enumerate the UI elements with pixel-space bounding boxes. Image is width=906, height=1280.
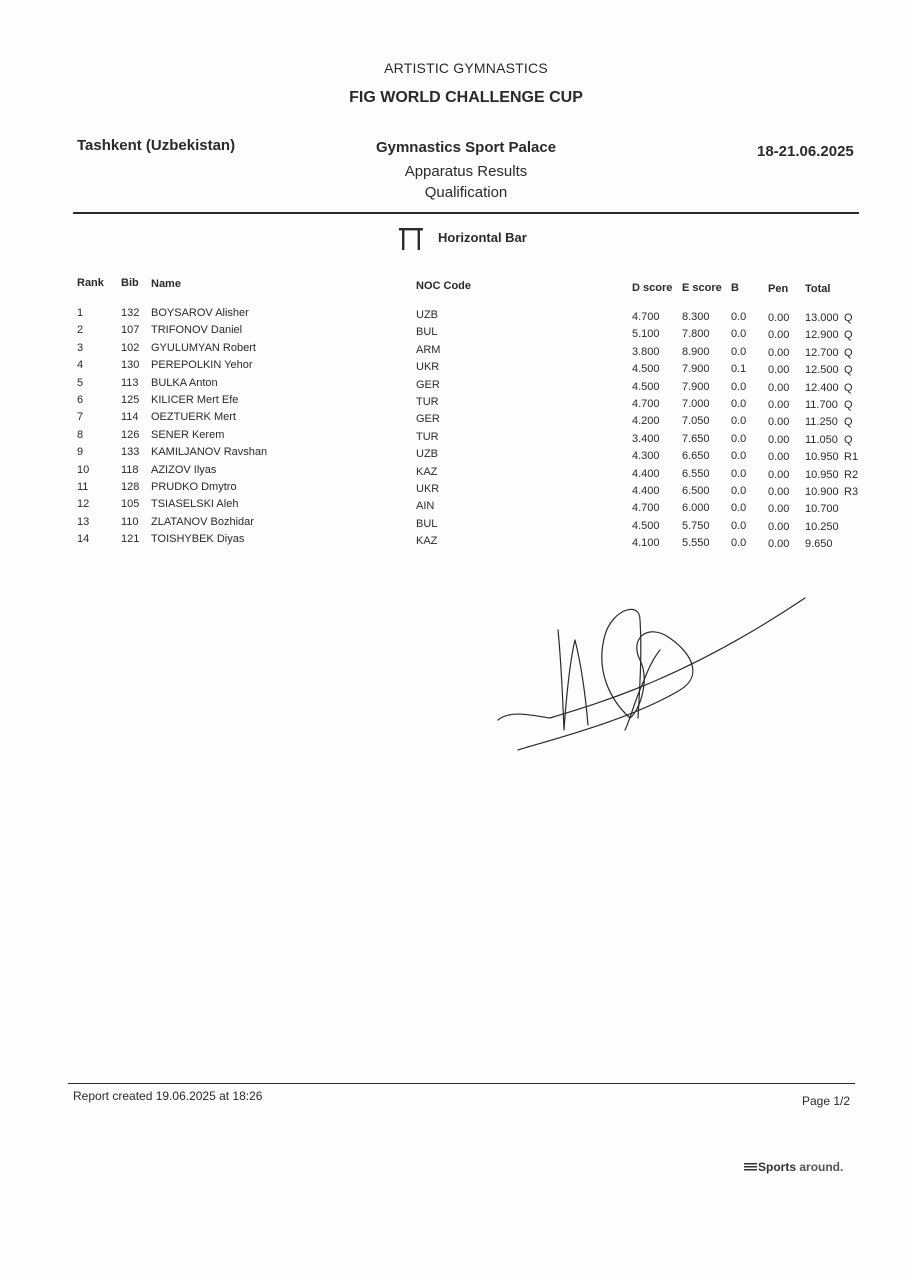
col-d-score: D score	[632, 282, 673, 294]
cell-e-score: 6.550	[682, 467, 710, 480]
cell-name: OEZTUERK Mert	[151, 411, 236, 424]
cell-pen: 0.00	[768, 486, 790, 498]
cell-total: 9.650	[805, 538, 833, 551]
cell-e-score: 7.000	[682, 398, 710, 410]
col-bib: Bib	[121, 277, 139, 289]
cell-name: ZLATANOV Bozhidar	[151, 515, 254, 528]
cell-b: 0.0	[731, 328, 747, 341]
table-row	[0, 359, 906, 376]
cell-b: 0.0	[731, 415, 747, 428]
cell-rank: 6	[77, 394, 84, 406]
page-number: Page 1/2	[802, 1094, 851, 1108]
cell-e-score: 7.050	[682, 415, 710, 428]
cell-noc: AIN	[416, 500, 435, 513]
cell-e-score: 5.550	[682, 537, 710, 550]
phase: Qualification	[424, 184, 508, 201]
table-row	[0, 411, 906, 428]
cell-pen: 0.00	[768, 451, 790, 464]
cell-noc: ARM	[416, 343, 441, 356]
cell-noc: GER	[416, 413, 440, 426]
cell-b: 0.1	[731, 363, 747, 376]
cell-total: 10.950	[805, 468, 839, 481]
cell-e-score: 5.750	[682, 519, 710, 532]
cell-b: 0.0	[731, 398, 747, 410]
cell-name: SENER Kerem	[151, 428, 225, 441]
cell-total: 13.000	[805, 312, 839, 324]
col-noc: NOC Code	[416, 280, 471, 292]
apparatus-name: Horizontal Bar	[438, 230, 527, 245]
table-row	[0, 498, 906, 515]
cell-total: 10.950	[805, 451, 839, 464]
cell-rank: 5	[77, 376, 84, 389]
cell-rank: 7	[77, 411, 84, 424]
cell-name: KILICER Mert Efe	[151, 394, 239, 406]
cell-e-score: 8.900	[682, 345, 710, 358]
cell-bib: 130	[121, 359, 140, 372]
cell-noc: KAZ	[416, 465, 438, 478]
table-row	[0, 307, 906, 324]
sports-around-logo	[744, 1160, 843, 1174]
table-row	[0, 516, 906, 533]
cell-e-score: 6.500	[682, 485, 710, 497]
cell-qualification: Q	[844, 346, 853, 359]
cell-bib: 133	[121, 446, 140, 459]
cell-d-score: 4.700	[632, 502, 660, 515]
cell-name: PEREPOLKIN Yehor	[151, 359, 253, 372]
city: Tashkent (Uzbekistan)	[77, 137, 236, 154]
cell-d-score: 4.700	[632, 311, 660, 323]
cell-qualification: Q	[844, 416, 853, 429]
cell-noc: UZB	[416, 309, 438, 321]
signature	[490, 590, 820, 760]
cell-e-score: 6.650	[682, 450, 710, 463]
cell-pen: 0.00	[768, 433, 790, 446]
cell-name: TSIASELSKI Aleh	[151, 498, 239, 511]
cell-bib: 121	[121, 533, 140, 546]
cell-bib: 125	[121, 394, 140, 406]
cell-noc: UKR	[416, 483, 440, 495]
cell-e-score: 7.900	[682, 363, 710, 376]
cell-b: 0.0	[731, 537, 747, 550]
cell-b: 0.0	[731, 502, 747, 515]
cell-d-score: 4.300	[632, 450, 660, 463]
cell-b: 0.0	[731, 485, 747, 497]
cell-total: 11.250	[805, 416, 838, 429]
report-created: Report created 19.06.2025 at 18:26	[73, 1089, 263, 1103]
footer-divider	[68, 1083, 855, 1084]
cell-bib: 114	[121, 411, 139, 424]
venue: Gymnastics Sport Palace	[375, 139, 557, 156]
cell-bib: 126	[121, 428, 140, 441]
cell-pen: 0.00	[768, 364, 790, 377]
cell-b: 0.0	[731, 467, 747, 480]
cell-noc: UZB	[416, 448, 438, 461]
cell-e-score: 7.650	[682, 432, 710, 445]
cell-d-score: 5.100	[632, 328, 660, 341]
col-total: Total	[805, 283, 831, 295]
cell-bib: 128	[121, 481, 140, 493]
cell-total: 10.700	[805, 503, 839, 516]
cell-qualification: Q	[844, 381, 853, 394]
cell-rank: 14	[77, 533, 90, 546]
cell-rank: 11	[77, 481, 89, 493]
cell-noc: TUR	[416, 430, 439, 443]
cell-qualification: R1	[844, 451, 859, 464]
table-row	[0, 342, 906, 359]
col-b: B	[731, 282, 739, 294]
cell-pen: 0.00	[768, 312, 790, 324]
cell-noc: UKR	[416, 361, 440, 374]
cell-name: PRUDKO Dmytro	[151, 481, 237, 493]
cell-total: 11.050	[805, 433, 838, 446]
cell-b: 0.0	[731, 519, 747, 532]
cell-qualification: Q	[844, 433, 853, 446]
cell-total: 12.400	[805, 381, 839, 394]
cell-rank: 4	[77, 359, 84, 372]
cell-rank: 3	[77, 341, 84, 354]
cell-name: TOISHYBEK Diyas	[151, 533, 245, 546]
cell-pen: 0.00	[768, 399, 790, 411]
cell-pen: 0.00	[768, 468, 790, 481]
cell-d-score: 3.800	[632, 345, 660, 358]
cell-pen: 0.00	[768, 416, 790, 429]
cell-pen: 0.00	[768, 520, 790, 533]
cell-e-score: 6.000	[682, 502, 710, 515]
cell-e-score: 8.300	[682, 311, 710, 323]
cell-qualification: Q	[844, 312, 853, 324]
cell-b: 0.0	[731, 345, 747, 358]
table-row	[0, 481, 906, 498]
cell-noc: GER	[416, 378, 440, 391]
cell-d-score: 3.400	[632, 432, 660, 445]
cell-b: 0.0	[731, 311, 747, 323]
table-row	[0, 429, 906, 446]
dates: 18-21.06.2025	[757, 143, 854, 160]
cell-rank: 1	[77, 307, 84, 319]
table-row	[0, 377, 906, 394]
cell-qualification: Q	[844, 364, 853, 377]
cell-d-score: 4.400	[632, 485, 660, 497]
cell-total: 11.700	[805, 399, 838, 411]
cell-qualification: Q	[844, 329, 853, 342]
cell-rank: 10	[77, 463, 90, 476]
cell-name: GYULUMYAN Robert	[151, 341, 256, 354]
header-divider	[73, 212, 859, 214]
cell-d-score: 4.200	[632, 415, 660, 428]
cell-noc: BUL	[416, 326, 438, 339]
table-row	[0, 394, 906, 411]
cell-name: BULKA Anton	[151, 376, 218, 389]
cell-b: 0.0	[731, 380, 747, 393]
table-row	[0, 324, 906, 341]
cell-total: 12.500	[805, 364, 839, 377]
logo-light: around.	[796, 1160, 844, 1174]
cell-name: TRIFONOV Daniel	[151, 324, 243, 337]
cell-d-score: 4.400	[632, 467, 660, 480]
cell-name: KAMILJANOV Ravshan	[151, 446, 268, 459]
cell-d-score: 4.500	[632, 380, 660, 393]
sport-title: ARTISTIC GYMNASTICS	[384, 60, 548, 76]
col-rank: Rank	[77, 277, 104, 289]
logo-bold: Sports	[758, 1160, 797, 1174]
cell-pen: 0.00	[768, 346, 790, 359]
cell-e-score: 7.900	[682, 380, 710, 393]
cell-bib: 107	[121, 324, 140, 337]
table-row	[0, 533, 906, 550]
cell-qualification: R3	[844, 486, 859, 498]
cell-d-score: 4.100	[632, 537, 660, 550]
cell-qualification: Q	[844, 399, 853, 411]
cell-noc: KAZ	[416, 535, 438, 548]
cell-name: BOYSAROV Alisher	[151, 307, 249, 319]
col-name: Name	[151, 278, 181, 290]
cell-e-score: 7.800	[682, 328, 710, 341]
cell-rank: 2	[77, 324, 84, 337]
cell-bib: 105	[121, 498, 140, 511]
cell-rank: 13	[77, 515, 90, 528]
table-row	[0, 446, 906, 463]
cell-bib: 118	[121, 463, 139, 476]
horizontal-bar-icon	[398, 227, 428, 251]
logo-lines-icon	[744, 1163, 757, 1172]
cell-bib: 132	[121, 307, 140, 319]
cell-bib: 102	[121, 341, 140, 354]
cell-d-score: 4.700	[632, 398, 660, 410]
cell-bib: 110	[121, 515, 139, 528]
cell-b: 0.0	[731, 450, 747, 463]
cell-total: 10.250	[805, 520, 839, 533]
cell-rank: 9	[77, 446, 84, 459]
cell-pen: 0.00	[768, 538, 790, 551]
report-type: Apparatus Results	[404, 163, 528, 180]
event-title: FIG WORLD CHALLENGE CUP	[349, 89, 583, 106]
cell-pen: 0.00	[768, 381, 790, 394]
cell-pen: 0.00	[768, 503, 790, 516]
cell-total: 10.900	[805, 486, 839, 498]
table-row	[0, 464, 906, 481]
cell-noc: TUR	[416, 396, 439, 408]
cell-b: 0.0	[731, 432, 747, 445]
cell-pen: 0.00	[768, 329, 790, 342]
cell-d-score: 4.500	[632, 363, 660, 376]
cell-d-score: 4.500	[632, 519, 660, 532]
cell-bib: 113	[121, 376, 139, 389]
cell-rank: 8	[77, 428, 84, 441]
cell-total: 12.700	[805, 346, 839, 359]
cell-name: AZIZOV Ilyas	[151, 463, 217, 476]
col-e-score: E score	[682, 282, 722, 294]
cell-qualification: R2	[844, 468, 859, 481]
cell-noc: BUL	[416, 517, 438, 530]
col-pen: Pen	[768, 283, 789, 295]
cell-rank: 12	[77, 498, 90, 511]
cell-total: 12.900	[805, 329, 839, 342]
